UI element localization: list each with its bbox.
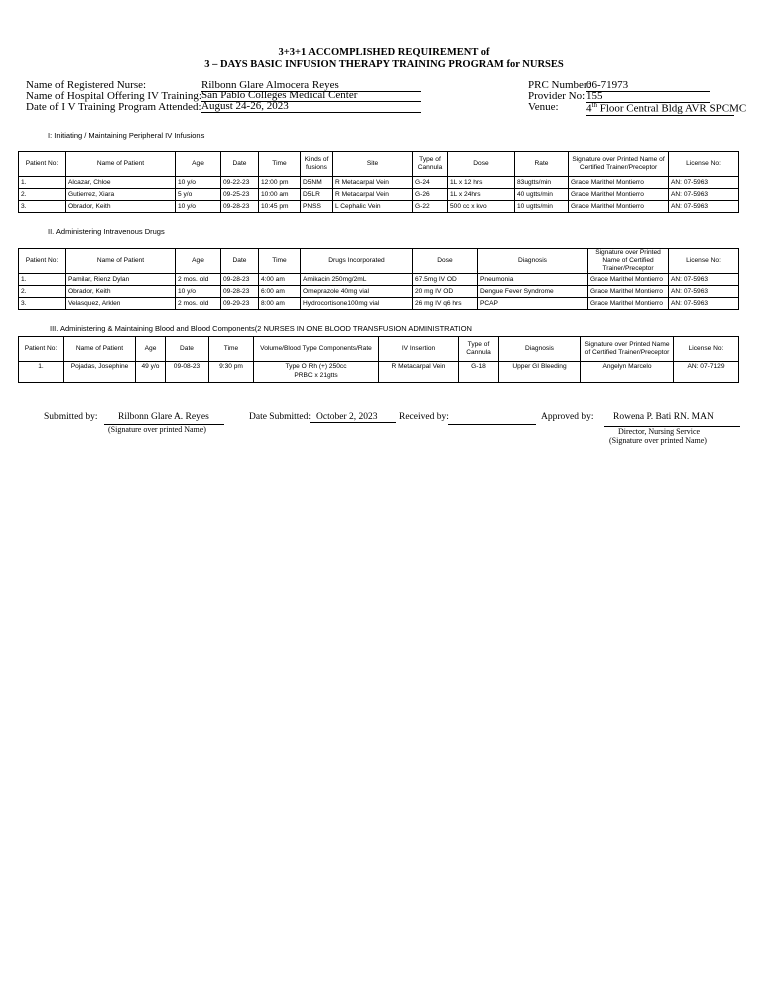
table-cell: AN: 07-5963 xyxy=(669,201,739,213)
table-row xyxy=(19,177,739,189)
table-cell: D5NM xyxy=(301,177,333,189)
col-header: Diagnosis xyxy=(478,249,588,274)
table-cell: 10 y/o xyxy=(176,286,221,298)
table-cell: Velasquez, Arklen xyxy=(66,298,176,310)
table-cell: 40 ugtts/min xyxy=(515,189,569,201)
col-header: Type of Cannula xyxy=(459,337,499,362)
table-row xyxy=(19,274,739,286)
col-header: Time xyxy=(209,337,254,362)
col-header: Signature over Printed Name of Certified Trainer/Preceptor xyxy=(581,337,674,362)
prc-value: 06-71973 xyxy=(586,79,710,92)
table-cell: Upper GI Bleeding xyxy=(499,362,581,383)
date-submitted-value: October 2, 2023 xyxy=(310,412,396,423)
col-header: Patient No: xyxy=(19,152,66,177)
table-cell: 09-22-23 xyxy=(221,177,259,189)
table-cell: Grace Marithel Montierro xyxy=(588,298,669,310)
table-cell: Hydrocortisone100mg vial xyxy=(301,298,413,310)
table-header-row xyxy=(19,152,739,177)
table-cell: Grace Marithel Montierro xyxy=(569,177,669,189)
col-header: Age xyxy=(176,152,221,177)
approved-caption: (Signature over printed Name) xyxy=(609,436,707,445)
table-cell: 1L x 12 hrs xyxy=(448,177,515,189)
table-row xyxy=(19,201,739,213)
table-cell: AN: 07-5963 xyxy=(669,274,739,286)
col-header: Date xyxy=(166,337,209,362)
document-title-line2: 3 – DAYS BASIC INFUSION THERAPY TRAINING PROGRAM for NURSES xyxy=(204,59,564,70)
col-header: Date xyxy=(221,249,259,274)
table-cell: Grace Marithel Montierro xyxy=(588,286,669,298)
submitted-by-name: Rilbonn Glare A. Reyes xyxy=(118,412,209,422)
table-cell: Obrador, Keith xyxy=(66,201,176,213)
col-header: Time xyxy=(259,152,301,177)
table-cell: 49 y/o xyxy=(136,362,166,383)
table-cell: 26 mg IV q6 hrs xyxy=(413,298,478,310)
submitted-caption: (Signature over printed Name) xyxy=(108,425,206,434)
col-header: Kinds of fusions xyxy=(301,152,333,177)
document-title-line1: 3+3+1 ACCOMPLISHED REQUIREMENT of xyxy=(278,47,490,58)
table-cell: PCAP xyxy=(478,298,588,310)
table-cell: 9:30 pm xyxy=(209,362,254,383)
col-header: Site xyxy=(333,152,413,177)
table-cell: AN: 07-5963 xyxy=(669,286,739,298)
table-cell: Dengue Fever Syndrome xyxy=(478,286,588,298)
col-header: Dose xyxy=(413,249,478,274)
col-header: License No: xyxy=(674,337,739,362)
table-cell: 3. xyxy=(19,298,66,310)
table-cell: G-22 xyxy=(413,201,448,213)
table-cell: 1. xyxy=(19,274,66,286)
table-cell: 4:00 am xyxy=(259,274,301,286)
venue-floor-number: 4 xyxy=(586,102,592,115)
table-cell: R Metacarpal Vein xyxy=(379,362,459,383)
table-cell: Grace Marithel Montierro xyxy=(569,201,669,213)
table-cell: AN: 07-5963 xyxy=(669,189,739,201)
col-header: License No: xyxy=(669,249,739,274)
training-date-label: Date of I V Training Program Attended: xyxy=(26,101,202,113)
received-by-label: Received by: xyxy=(399,412,449,422)
table-cell: Pojadas, Josephine xyxy=(64,362,136,383)
blood-components-table xyxy=(18,336,739,383)
col-header: Age xyxy=(176,249,221,274)
table-cell: R Metacarpal Vein xyxy=(333,177,413,189)
col-header: Patient No: xyxy=(19,337,64,362)
prc-label: PRC Number: xyxy=(528,79,591,91)
table-cell: PNSS xyxy=(301,201,333,213)
col-header: License No: xyxy=(669,152,739,177)
nurse-label: Name of Registered Nurse: xyxy=(26,79,147,91)
table-cell: 500 cc x kvo xyxy=(448,201,515,213)
table-cell: 10 y/o xyxy=(176,201,221,213)
col-header: Date xyxy=(221,152,259,177)
table-cell: 09-25-23 xyxy=(221,189,259,201)
table-cell: 09-28-23 xyxy=(221,286,259,298)
col-header: Name of Patient xyxy=(64,337,136,362)
table-cell: 09-08-23 xyxy=(166,362,209,383)
table-cell: G-26 xyxy=(413,189,448,201)
table-cell: 1. xyxy=(19,177,66,189)
col-header: Diagnosis xyxy=(499,337,581,362)
table-cell: 1L x 24hrs xyxy=(448,189,515,201)
table-cell: Omeprazole 40mg vial xyxy=(301,286,413,298)
table-cell: 2. xyxy=(19,189,66,201)
training-date-value: August 24-26, 2023 xyxy=(201,100,421,113)
table-cell: 2 mos. old xyxy=(176,274,221,286)
hospital-value: San Pablo Colleges Medical Center xyxy=(201,89,421,102)
table-cell: AN: 07-5963 xyxy=(669,177,739,189)
col-header: IV Insertion xyxy=(379,337,459,362)
venue-label: Venue: xyxy=(528,101,559,113)
provider-label: Provider No: xyxy=(528,90,586,102)
table-cell: D5LR xyxy=(301,189,333,201)
volume-line2: PRBC x 21gtts xyxy=(294,372,338,379)
col-header: Drugs Incorporated xyxy=(301,249,413,274)
venue-value xyxy=(586,101,747,116)
table-cell: 10:00 am xyxy=(259,189,301,201)
table-row xyxy=(19,286,739,298)
table-cell: 09-29-23 xyxy=(221,298,259,310)
col-header: Volume/Blood Type Components/Rate xyxy=(254,337,379,362)
venue-text: Floor Central Bldg AVR SPCMC xyxy=(596,102,747,115)
col-header: Signature over Printed Name of Certified Trainer/Preceptor xyxy=(569,152,669,177)
table-cell: 12:00 pm xyxy=(259,177,301,189)
table-cell: Gutierrez, Xiara xyxy=(66,189,176,201)
col-header: Dose xyxy=(448,152,515,177)
table-cell: 10:45 pm xyxy=(259,201,301,213)
table-cell: Pneumonia xyxy=(478,274,588,286)
iv-drugs-table xyxy=(18,248,739,310)
section1-heading: I: Initiating / Maintaining Peripheral IV Infusions xyxy=(48,131,205,140)
table-cell: 10 ugtts/min xyxy=(515,201,569,213)
table-cell: Grace Marithel Montierro xyxy=(569,189,669,201)
table-row xyxy=(19,189,739,201)
col-header: Rate xyxy=(515,152,569,177)
nurse-value: Rilbonn Glare Almocera Reyes xyxy=(201,79,421,92)
iv-infusions-table xyxy=(18,151,739,213)
table-cell: 5 y/o xyxy=(176,189,221,201)
col-header: Age xyxy=(136,337,166,362)
table-cell: 10 y/o xyxy=(176,177,221,189)
table-cell: R Metacarpal Vein xyxy=(333,189,413,201)
hospital-label: Name of Hospital Offering IV Training: xyxy=(26,90,202,102)
col-header: Signature over Printed Name of Certified Trainer/Preceptor xyxy=(588,249,669,274)
col-header: Type of Cannula xyxy=(413,152,448,177)
approved-by-label: Approved by: xyxy=(541,412,594,422)
table-cell: Obrador, Keith xyxy=(66,286,176,298)
section3-heading: III. Administering & Maintaining Blood and Blood Components(2 NURSES IN ONE BLOOD TRANSFUSION ADMINISTRATION xyxy=(50,324,472,333)
table-cell: AN: 07-7129 xyxy=(674,362,739,383)
date-submitted-label: Date Submitted: xyxy=(249,412,312,422)
table-cell: Pamilar, Rienz Dylan xyxy=(66,274,176,286)
venue-floor-suffix: th xyxy=(591,101,597,109)
table-cell: 67.5mg IV OD xyxy=(413,274,478,286)
table-row xyxy=(19,298,739,310)
table-cell: 2. xyxy=(19,286,66,298)
received-by-line xyxy=(448,424,536,425)
table-cell: 09-28-23 xyxy=(221,201,259,213)
table-header-row xyxy=(19,249,739,274)
submitted-by-label: Submitted by: xyxy=(44,412,98,422)
table-cell: G-24 xyxy=(413,177,448,189)
volume-line1: Type O Rh (+) 250cc xyxy=(285,363,347,370)
section2-heading: II. Administering Intravenous Drugs xyxy=(48,227,165,236)
table-cell: 8:00 am xyxy=(259,298,301,310)
table-cell: AN: 07-5963 xyxy=(669,298,739,310)
table-cell: Amikacin 250mg/2mL xyxy=(301,274,413,286)
table-cell: 2 mos. old xyxy=(176,298,221,310)
col-header: Time xyxy=(259,249,301,274)
approved-title: Director, Nursing Service xyxy=(618,427,701,436)
table-cell: 3. xyxy=(19,201,66,213)
col-header: Name of Patient xyxy=(66,249,176,274)
table-row xyxy=(19,362,739,383)
table-cell xyxy=(254,362,379,383)
table-cell: 1. xyxy=(19,362,64,383)
col-header: Patient No: xyxy=(19,249,66,274)
table-header-row xyxy=(19,337,739,362)
approved-by-name: Rowena P. Bati RN. MAN xyxy=(613,412,714,422)
table-cell: Angelyn Marcelo xyxy=(581,362,674,383)
table-cell: 6:00 am xyxy=(259,286,301,298)
table-cell: G-18 xyxy=(459,362,499,383)
table-cell: Grace Marithel Montierro xyxy=(588,274,669,286)
provider-value: 155 xyxy=(586,90,710,103)
table-cell: 20 mg IV OD xyxy=(413,286,478,298)
table-cell: 83ugtts/min xyxy=(515,177,569,189)
table-cell: 09-28-23 xyxy=(221,274,259,286)
table-cell: L Cephalic Vein xyxy=(333,201,413,213)
table-cell: Alcazar, Chloe xyxy=(66,177,176,189)
col-header: Name of Patient xyxy=(66,152,176,177)
